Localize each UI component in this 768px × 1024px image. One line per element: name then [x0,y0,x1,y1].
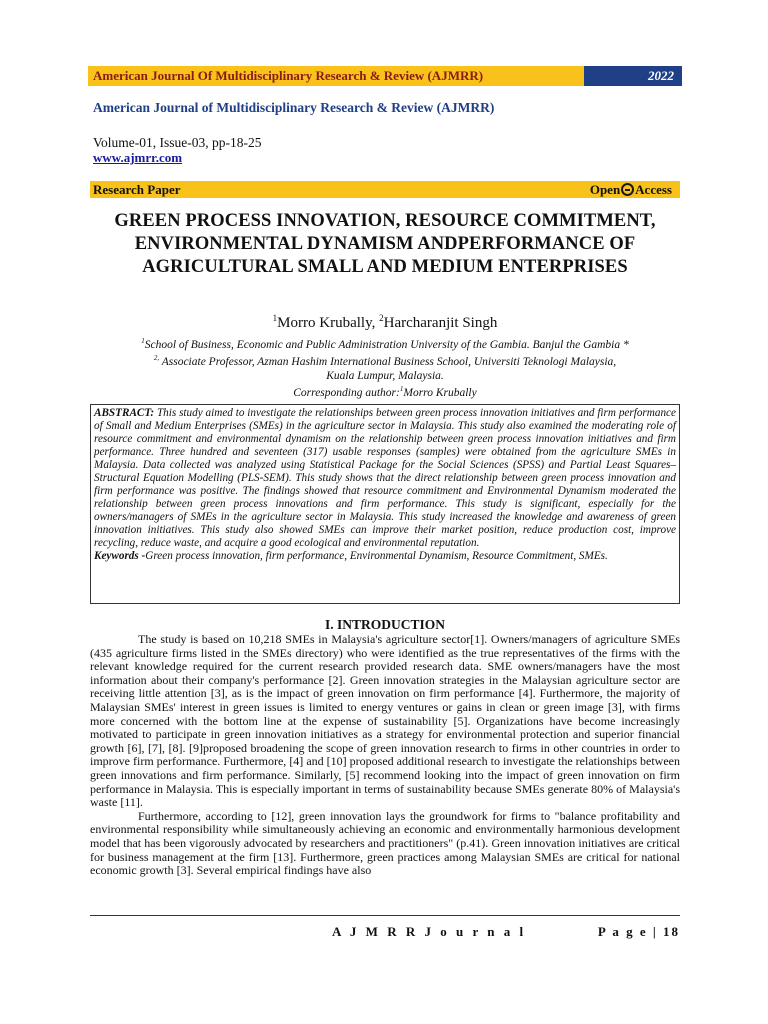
footer-page [598,924,680,940]
affiliation-2-location: Kuala Lumpur, Malaysia. [326,369,444,382]
open-access-icon [621,183,634,196]
affiliations [90,335,680,400]
author-2: Harcharanjit Singh [383,315,498,331]
abstract [94,407,676,550]
affiliation-2 [90,352,680,369]
abstract-label: ABSTRACT: [94,407,155,419]
paper-type-label: Research Paper [93,182,181,197]
introduction-body [90,633,680,878]
paragraph-2: Furthermore, according to [12], green innovation lays the groundwork for firms to "balance profitability and environmental responsibility while simultaneously achieving an economic and environmentally harmonious development model that has been vigorously advocated by researchers and practitioners" (p.41). Green innovation initiatives are critical for business management at the firm [13]. Furthermore, green practices among Malaysian SMEs are critical for national economic growth [3]. Several empirical findings have also [90,808,680,878]
volume-info: Volume-01, Issue-03, pp-18-25 [93,135,262,150]
keywords [94,550,676,563]
keywords-label: Keywords - [94,550,146,562]
section-heading-introduction: I. INTRODUCTION [324,617,446,632]
abstract-text: This study aimed to investigate the relationships between green process innovation initiatives and firm performance of Small and Medium Enterprises (SMEs) in the agriculture sector in Malaysia. This study also examined the moderating role of resource commitment and environmental dynamism on the relationship between green process innovation initiatives and firm performance. Three hundred and seventeen (317) usable responses (samples) were obtained from the agriculture SMEs in Malaysia. Data collected was analyzed using Statistical Package for the Social Sciences (SPSS) and Partial Least Squares–Structural Equation Modelling (PLS-SEM). This study shows that the direct relationship between green process innovation and firm performance was positive. The findings showed that resource commitment and Environmental Dynamism moderated the relationship between green process innovations and firm performance. This study is significant, especially for the owners/managers of SMEs in the agriculture sector in Malaysia. This study increased the knowledge and awareness of green innovation initiatives. This study also showed SMEs can improve their market position, reduce production cost, improve recycling, reduce waste, and acquire a good ecological and environmental reputation. [94,407,676,549]
journal-website-link[interactable]: www.ajmrr.com [93,150,183,165]
affiliation-1 [90,335,680,352]
journal-header-bar [88,66,682,86]
affil2-text: Associate Professor, Azman Hashim International Business School, Universiti Teknologi Malaysia, [159,356,617,369]
affil2-mark: 2, [153,354,160,363]
author1-affil-mark: 1 [272,313,278,323]
paper-type-bar [90,181,680,198]
access-label: Access [635,182,672,197]
abstract-box [90,404,680,604]
corresponding-prefix: Corresponding author: [293,386,400,399]
affil1-text: School of Business, Economic and Public Administration University of the Gambia. Banjul the Gambia * [144,338,629,351]
author-list [90,313,680,332]
corresponding-name: Morro Krubally [403,386,477,399]
journal-header-title: American Journal Of Multidisciplinary Research & Review (AJMRR) [88,66,584,86]
keywords-text: Green process innovation, firm performance, Environmental Dynamism, Resource Commitment, SMEs. [145,550,608,562]
open-label: Open [589,182,621,197]
paper-title: GREEN PROCESS INNOVATION, RESOURCE COMMITMENT, ENVIRONMENTAL DYNAMISM ANDPERFORMANCE OF AGRICULTURAL SMALL AND MEDIUM ENTERPRISES [114,211,656,277]
page-number: 18 [663,924,680,939]
journal-header-year: 2022 [584,66,682,86]
footer-rule [90,915,680,916]
footer-journal: A J M R R J o u r n a l [332,924,527,939]
paragraph-1: The study is based on 10,218 SMEs in Malaysia's agriculture sector[1]. Owners/managers of agriculture SMEs (435 agriculture firms listed in the SMEs directory) who were identified as the true representatives of the firms with the relevant knowledge required for the current research provided research data. SME owners/managers have the most information about their company's performance [2]. Green innovation strategies in the Malaysian agriculture sector are receiving little attention [3], as is the impact of green innovation on firm performance [4]. Furthermore, the majority of Malaysian SMEs' interest in green issues is limited to energy ventures or gains in clean or green image [3], with firms more concerned with the bottom line at the expense of sustainability [5]. Organizations have become increasingly motivated to participate in green innovation initiatives as a strategy for environmental protection and superior financial growth [6], [7], [8]. [9]proposed broadening the scope of green innovation research to firms in other countries in order to improve firm performance. Furthermore, [4] and [10] proposed additional research to investigate the relationships between green innovations and firm performance. Similarly, [5] recommend looking into the impact of green innovation on firm performance in Malaysia. This is especially important in terms of sustainability because SMEs generate 80% of Malaysia's waste [11]. [90,632,680,810]
open-access-badge [590,181,672,199]
corresponding-author [90,383,680,400]
corresponding-mark: 1 [399,385,404,394]
affil1-mark: 1 [141,337,145,345]
journal-name: American Journal of Multidisciplinary Research & Review (AJMRR) [93,100,495,115]
author2-affil-mark: 2 [379,313,384,323]
author-1: Morro Krubally, [277,315,380,331]
page-label: P a g e | [597,924,663,939]
